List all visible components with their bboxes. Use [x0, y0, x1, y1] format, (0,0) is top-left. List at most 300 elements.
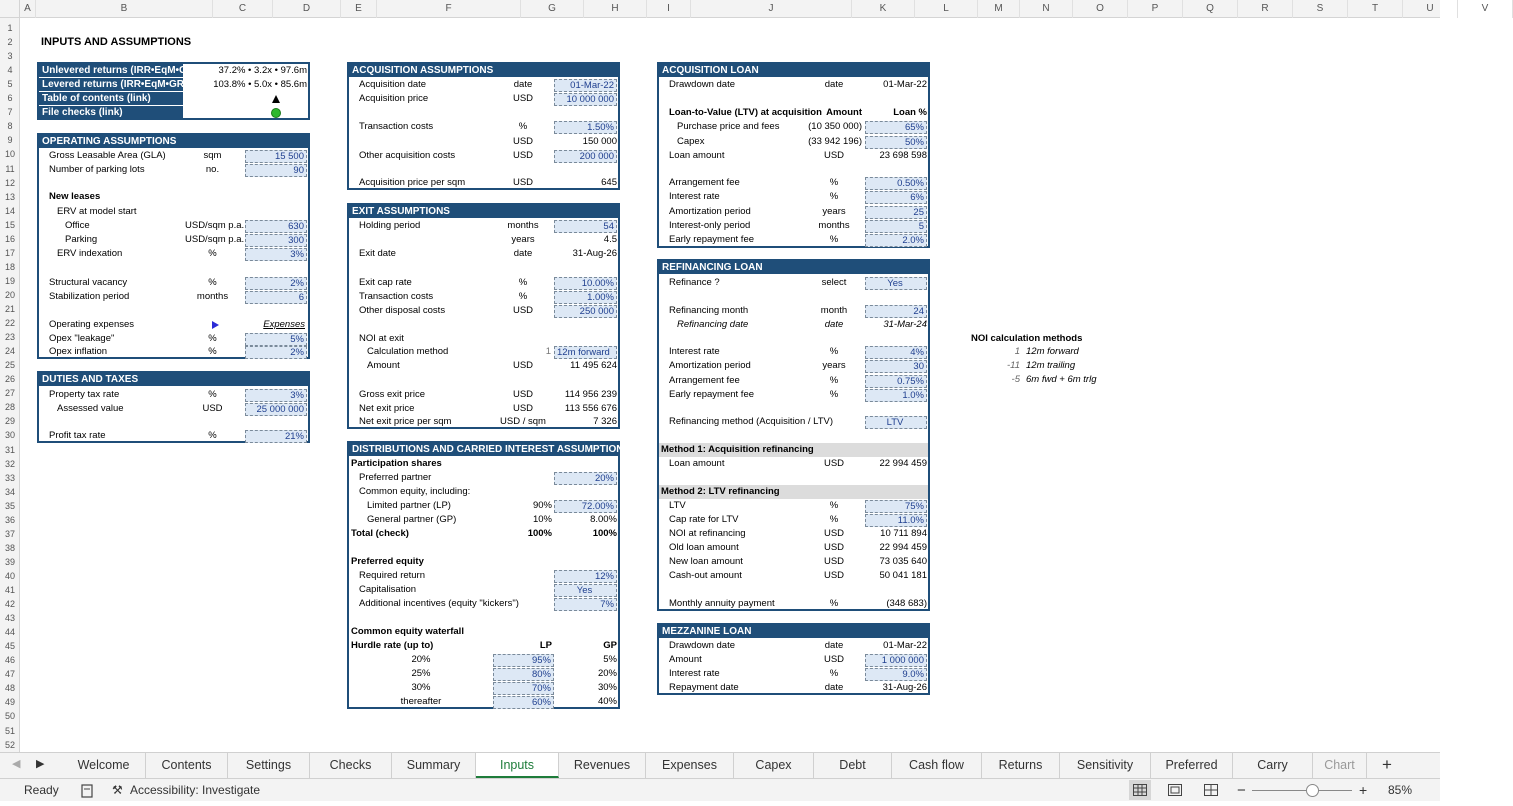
new-loan-value: 73 035 640 — [879, 556, 927, 567]
row-header[interactable]: 11 — [5, 163, 15, 174]
net-exit-price-value: 113 556 676 — [564, 403, 617, 414]
refinancing-method-select[interactable]: LTV — [865, 416, 927, 429]
acquisition-loan-header: ACQUISITION LOAN — [659, 64, 928, 77]
mezz-amount-unit: USD — [823, 654, 845, 665]
refinance-select[interactable]: Yes — [865, 277, 927, 290]
noi-method-index: -11 — [1006, 360, 1020, 371]
tab-chart[interactable]: Chart — [1313, 753, 1367, 778]
method1-loan-value: 22 994 459 — [879, 458, 927, 469]
waterfall-gp-value: 5% — [603, 654, 617, 665]
file-checks-link[interactable]: File checks (link) — [39, 106, 183, 119]
zoom-level[interactable]: 85% — [1388, 783, 1413, 797]
mezz-interest-label: Interest rate — [669, 668, 720, 679]
column-header[interactable]: Q — [1183, 0, 1238, 18]
refi-early-repayment-input[interactable]: 1.0% — [865, 389, 927, 402]
row-header[interactable]: 31 — [4, 444, 15, 455]
cash-out-unit: USD — [823, 570, 845, 581]
other-acquisition-costs-label: Other acquisition costs — [359, 150, 456, 161]
opex-inflation-input[interactable]: 2% — [245, 346, 307, 359]
row-header[interactable]: 44 — [4, 627, 15, 638]
stabilization-input[interactable]: 6 — [245, 291, 307, 304]
noi-methods-title: NOI calculation methods — [971, 333, 1083, 344]
limited-partner-input[interactable]: 72.00% — [554, 500, 617, 513]
column-header[interactable]: U — [1403, 0, 1458, 18]
additional-incentives-input[interactable]: 7% — [554, 598, 617, 611]
column-header[interactable]: G — [521, 0, 584, 18]
row-header[interactable]: 48 — [4, 683, 15, 694]
assessed-value-input[interactable]: 25 000 000 — [245, 403, 307, 416]
office-unit: USD/sqm p.a. — [185, 220, 245, 231]
row-header[interactable]: 52 — [4, 739, 15, 750]
levered-returns-link[interactable]: Levered returns (IRR•EqM•GR) — [39, 78, 183, 91]
row-header[interactable]: 10 — [4, 149, 15, 160]
ltv-input[interactable]: 75% — [865, 500, 927, 513]
refinancing-date-unit: date — [824, 319, 844, 330]
exit-cap-rate-input[interactable]: 10.00% — [554, 277, 617, 290]
sheet-tab-bar — [0, 752, 1440, 778]
macro-record-icon[interactable] — [80, 779, 94, 802]
participation-shares-label: Participation shares — [351, 458, 442, 469]
profit-tax-label: Profit tax rate — [49, 430, 106, 441]
expenses-link[interactable]: Expenses — [263, 319, 305, 330]
column-header[interactable]: D — [273, 0, 341, 18]
refinancing-month-input[interactable]: 24 — [865, 305, 927, 318]
tab-contents[interactable]: Contents — [146, 753, 228, 778]
accessibility-status[interactable]: Accessibility: Investigate — [130, 783, 261, 797]
zoom-in-icon[interactable]: + — [1359, 782, 1368, 798]
row-header[interactable]: 34 — [4, 486, 15, 497]
tab-debt[interactable]: Debt — [814, 753, 892, 778]
transaction-costs-usd-value: 150 000 — [582, 136, 617, 147]
waterfall-lp-input[interactable]: 80% — [493, 668, 554, 681]
row-header[interactable]: 12 — [4, 177, 15, 188]
unlevered-returns-link[interactable]: Unlevered returns (IRR•EqM•GR) — [39, 64, 183, 77]
parking-label: Parking — [65, 234, 98, 245]
hurdle-rate-label: Hurdle rate (up to) — [351, 640, 434, 651]
row-header[interactable]: 29 — [4, 416, 15, 427]
row-header[interactable]: 26 — [4, 374, 15, 385]
limited-partner-label: Limited partner (LP) — [367, 500, 451, 511]
row-header[interactable]: 32 — [4, 458, 15, 469]
drawdown-date-value: 01-Mar-22 — [883, 79, 927, 90]
row-header[interactable]: 33 — [4, 472, 15, 483]
row-header[interactable]: 42 — [4, 599, 15, 610]
common-equity-label: Common equity, including: — [359, 486, 471, 497]
row-header[interactable]: 5 — [7, 79, 13, 90]
transaction-costs-label: Transaction costs — [359, 121, 434, 132]
ltv-acquisition-label: Loan-to-Value (LTV) at acquisition — [669, 107, 822, 118]
noi-amount-label: Amount — [367, 360, 400, 371]
arrangement-fee-input[interactable]: 0.50% — [865, 177, 927, 190]
exit-date-value: 31-Aug-26 — [572, 248, 617, 259]
noi-method-label: 12m forward — [1026, 346, 1079, 357]
calculation-method-label: Calculation method — [367, 346, 449, 357]
interest-only-label: Interest-only period — [669, 220, 751, 231]
tab-returns[interactable]: Returns — [982, 753, 1060, 778]
mezzanine-header: MEZZANINE LOAN — [659, 625, 928, 638]
row-header[interactable]: 35 — [4, 500, 15, 511]
row-header[interactable]: 25 — [4, 360, 15, 371]
tab-settings[interactable]: Settings — [228, 753, 310, 778]
amortization-period-input[interactable]: 25 — [865, 206, 927, 219]
row-header[interactable]: 41 — [4, 585, 15, 595]
row-header[interactable]: 51 — [4, 725, 15, 736]
column-header[interactable]: N — [1020, 0, 1073, 18]
row-header[interactable]: 15 — [4, 219, 15, 230]
gla-label: Gross Leasable Area (GLA) — [49, 150, 166, 161]
drawdown-date-unit: date — [824, 79, 844, 90]
price-per-sqm-value: 645 — [601, 177, 617, 188]
transaction-costs-usd-unit: USD — [512, 136, 534, 147]
column-header[interactable]: I — [647, 0, 691, 18]
refi-interest-rate-input[interactable]: 4% — [865, 346, 927, 359]
other-acquisition-costs-unit: USD — [512, 150, 534, 161]
office-label: Office — [65, 220, 90, 231]
holding-period-years-unit: years — [511, 234, 535, 245]
erv-indexation-unit: % — [208, 248, 217, 259]
refi-amortization-input[interactable]: 30 — [865, 360, 927, 373]
select-all-corner[interactable] — [0, 0, 20, 18]
column-header[interactable]: L — [915, 0, 978, 18]
hurdle-rate-cell: 20% — [411, 654, 431, 665]
prev-sheet-icon[interactable]: ◀ — [12, 758, 21, 770]
column-header[interactable]: M — [978, 0, 1020, 18]
row-header[interactable]: 8 — [7, 121, 13, 132]
stabilization-unit: months — [196, 291, 229, 302]
row-header[interactable]: 50 — [4, 711, 15, 722]
parking-lots-unit: no. — [205, 164, 220, 175]
status-ready: Ready — [24, 783, 59, 797]
refi-early-repayment-label: Early repayment fee — [669, 389, 755, 400]
row-header[interactable]: 7 — [7, 107, 13, 118]
loan-amount-value: 23 698 598 — [879, 150, 927, 161]
noi-at-exit-label: NOI at exit — [359, 333, 404, 344]
property-tax-label: Property tax rate — [49, 389, 120, 400]
row-header[interactable]: 21 — [4, 304, 15, 314]
row-header[interactable]: 22 — [4, 318, 15, 329]
price-per-sqm-label: Acquisition price per sqm — [359, 177, 466, 188]
normal-view-icon[interactable] — [1129, 780, 1151, 800]
holding-period-input[interactable]: 54 — [554, 220, 617, 233]
zoom-out-icon[interactable]: − — [1237, 782, 1246, 799]
mezz-drawdown-label: Drawdown date — [669, 640, 736, 651]
method1-label: Method 1: Acquisition refinancing — [661, 444, 814, 455]
interest-rate-input[interactable]: 6% — [865, 191, 927, 204]
acquisition-price-input[interactable]: 10 000 000 — [554, 93, 617, 106]
noi-amount-unit: USD — [512, 360, 534, 371]
net-exit-price-unit: USD — [512, 403, 534, 414]
row-header[interactable]: 2 — [7, 37, 13, 48]
refi-interest-rate-label: Interest rate — [669, 346, 720, 357]
assessed-value-label: Assessed value — [57, 403, 124, 414]
holding-period-years-value: 4.5 — [603, 234, 617, 245]
old-loan-unit: USD — [823, 542, 845, 553]
waterfall-lp-input[interactable]: 95% — [493, 654, 554, 667]
levered-returns-value: 103.8% • 5.0x • 85.6m — [213, 79, 307, 90]
column-header[interactable]: A — [20, 0, 36, 18]
parking-erv-input[interactable]: 300 — [245, 234, 307, 247]
column-header[interactable]: T — [1348, 0, 1403, 18]
structural-vacancy-label: Structural vacancy — [49, 277, 128, 288]
mezz-repayment-label: Repayment date — [669, 682, 739, 693]
exit-cap-rate-label: Exit cap rate — [359, 277, 412, 288]
zoom-slider-thumb[interactable] — [1306, 784, 1319, 797]
preferred-partner-input[interactable]: 20% — [554, 472, 617, 485]
equity-waterfall-label: Common equity waterfall — [351, 626, 464, 637]
column-header[interactable]: J — [691, 0, 852, 18]
acquisition-date-unit: date — [513, 79, 533, 90]
drawdown-date-label: Drawdown date — [669, 79, 736, 90]
parking-lots-input[interactable]: 90 — [245, 164, 307, 177]
column-header[interactable]: R — [1238, 0, 1293, 18]
structural-vacancy-unit: % — [208, 277, 217, 288]
tab-checks[interactable]: Checks — [310, 753, 392, 778]
row-header[interactable]: 4 — [7, 65, 13, 76]
row-header[interactable]: 17 — [4, 247, 15, 258]
opex-inflation-label: Opex inflation — [49, 346, 108, 357]
row-header[interactable]: 37 — [4, 528, 15, 539]
acquisition-price-unit: USD — [512, 93, 534, 104]
waterfall-gp-header: GP — [603, 640, 617, 651]
row-header[interactable]: 46 — [4, 655, 15, 666]
calculation-method-index: 1 — [545, 346, 551, 357]
row-header[interactable]: 49 — [4, 697, 15, 708]
column-header[interactable]: K — [852, 0, 915, 18]
column-header[interactable]: B — [36, 0, 213, 18]
new-loan-unit: USD — [823, 556, 845, 567]
check-ok-icon[interactable] — [271, 108, 281, 118]
early-repayment-input[interactable]: 2.0% — [865, 234, 927, 247]
row-header[interactable]: 36 — [4, 514, 15, 525]
tab-inputs[interactable]: Inputs — [476, 753, 559, 778]
row-header[interactable]: 14 — [4, 205, 15, 216]
purchase-price-fees-label: Purchase price and fees — [677, 121, 780, 132]
loan-pct-header: Loan % — [893, 107, 927, 118]
tab-preferred[interactable]: Preferred — [1151, 753, 1233, 778]
column-header[interactable]: V — [1458, 0, 1513, 18]
waterfall-gp-value: 30% — [597, 682, 617, 693]
row-header[interactable]: 1 — [7, 23, 13, 33]
acquisition-date-input[interactable]: 01-Mar-22 — [554, 79, 617, 92]
opex-leakage-label: Opex "leakage" — [49, 333, 115, 344]
arrangement-fee-unit: % — [829, 177, 839, 188]
mezz-interest-unit: % — [829, 668, 839, 679]
refinancing-method-label: Refinancing method (Acquisition / LTV) — [669, 416, 834, 427]
early-repayment-label: Early repayment fee — [669, 234, 755, 245]
noi-amount-value: 11 495 624 — [570, 360, 617, 371]
gross-exit-price-value: 114 956 239 — [564, 389, 617, 400]
new-leases-label: New leases — [49, 191, 101, 202]
noi-method-index: -5 — [1011, 374, 1020, 385]
new-loan-label: New loan amount — [669, 556, 743, 567]
waterfall-lp-input[interactable]: 60% — [493, 696, 554, 709]
tab-capex[interactable]: Capex — [734, 753, 814, 778]
refi-arrangement-fee-input[interactable]: 0.75% — [865, 375, 927, 388]
general-partner-pct: 10% — [532, 514, 552, 525]
mezz-drawdown-value: 01-Mar-22 — [883, 640, 927, 651]
old-loan-label: Old loan amount — [669, 542, 739, 553]
opex-leakage-unit: % — [208, 333, 217, 344]
row-header[interactable]: 43 — [4, 613, 15, 624]
gla-unit: sqm — [203, 150, 222, 161]
unlevered-returns-value: 37.2% • 3.2x • 97.6m — [218, 65, 307, 76]
other-disposal-costs-input[interactable]: 250 000 — [554, 305, 617, 318]
monthly-annuity-label: Monthly annuity payment — [669, 598, 775, 609]
transaction-costs-unit: % — [518, 121, 528, 132]
table-of-contents-link[interactable]: Table of contents (link) — [39, 92, 183, 105]
row-header[interactable]: 6 — [7, 93, 13, 104]
cash-out-label: Cash-out amount — [669, 570, 742, 581]
page-layout-icon[interactable] — [1168, 779, 1182, 802]
row-header[interactable]: 9 — [7, 135, 13, 146]
refinance-label: Refinance ? — [669, 277, 720, 288]
price-per-sqm-unit: USD — [512, 177, 534, 188]
row-header[interactable]: 39 — [4, 556, 15, 567]
parking-lots-label: Number of parking lots — [49, 164, 145, 175]
exit-transaction-costs-input[interactable]: 1.00% — [554, 291, 617, 304]
link-arrow-icon[interactable] — [212, 321, 219, 329]
row-header[interactable]: 23 — [4, 332, 15, 343]
capitalisation-select[interactable]: Yes — [554, 584, 617, 597]
other-acquisition-costs-input[interactable]: 200 000 — [554, 150, 617, 163]
up-arrow-icon[interactable] — [272, 95, 280, 103]
mezz-interest-input[interactable]: 9.0% — [865, 668, 927, 681]
refi-amortization-label: Amortization period — [669, 360, 751, 371]
method1-loan-label: Loan amount — [669, 458, 725, 469]
loan-amount-label: Loan amount — [669, 150, 725, 161]
exit-header: EXIT ASSUMPTIONS — [349, 205, 618, 218]
mezz-amount-input[interactable]: 1 000 000 — [865, 654, 927, 667]
exit-date-label: Exit date — [359, 248, 396, 259]
opex-leakage-input[interactable]: 5% — [245, 333, 307, 346]
interest-only-input[interactable]: 5 — [865, 220, 927, 233]
row-header[interactable]: 20 — [4, 289, 15, 300]
gross-exit-price-label: Gross exit price — [359, 389, 425, 400]
next-sheet-icon[interactable]: ▶ — [36, 758, 45, 770]
column-header[interactable]: O — [1073, 0, 1128, 18]
noi-refinancing-unit: USD — [823, 528, 845, 539]
property-tax-unit: % — [208, 389, 217, 400]
waterfall-gp-value: 40% — [597, 696, 617, 707]
row-header[interactable]: 3 — [7, 51, 13, 62]
opex-inflation-unit: % — [208, 346, 217, 357]
page-break-icon[interactable] — [1204, 779, 1218, 802]
column-header[interactable]: P — [1128, 0, 1183, 18]
refi-early-repayment-unit: % — [829, 389, 839, 400]
structural-vacancy-input[interactable]: 2% — [245, 277, 307, 290]
calculation-method-select[interactable]: 12m forward — [554, 346, 617, 359]
parking-unit: USD/sqm p.a. — [185, 234, 245, 245]
waterfall-gp-value: 20% — [597, 668, 617, 679]
row-header[interactable]: 16 — [4, 233, 15, 244]
total-check-pct: 100% — [527, 528, 552, 539]
tab-carry[interactable]: Carry — [1233, 753, 1313, 778]
purchase-price-fees-amount: (10 350 000) — [808, 121, 862, 132]
gla-input[interactable]: 15 500 — [245, 150, 307, 163]
capex-amount: (33 942 196) — [808, 136, 862, 147]
row-header[interactable]: 24 — [4, 346, 15, 357]
net-exit-price-sqm-label: Net exit price per sqm — [359, 416, 452, 427]
ltv-label: LTV — [669, 500, 686, 511]
other-disposal-costs-unit: USD — [512, 305, 534, 316]
row-header[interactable]: 28 — [4, 402, 15, 413]
row-header[interactable]: 13 — [4, 191, 15, 202]
gross-exit-price-unit: USD — [512, 389, 534, 400]
mezz-repayment-value: 31-Aug-26 — [882, 682, 927, 693]
row-header[interactable]: 40 — [4, 570, 15, 581]
cash-out-value: 50 041 181 — [879, 570, 927, 581]
cap-rate-ltv-unit: % — [829, 514, 839, 525]
interest-only-unit: months — [818, 220, 850, 231]
row-header[interactable]: 38 — [4, 542, 15, 553]
net-exit-price-label: Net exit price — [359, 403, 415, 414]
column-header[interactable]: E — [341, 0, 377, 18]
column-header[interactable]: H — [584, 0, 647, 18]
exit-cap-rate-unit: % — [518, 277, 528, 288]
transaction-costs-input[interactable]: 1.50% — [554, 121, 617, 134]
duties-header: DUTIES AND TAXES — [39, 373, 308, 386]
capitalisation-label: Capitalisation — [359, 584, 417, 595]
tab-cash-flow[interactable]: Cash flow — [892, 753, 982, 778]
row-header[interactable]: 27 — [4, 388, 15, 399]
waterfall-lp-input[interactable]: 70% — [493, 682, 554, 695]
profit-tax-input[interactable]: 21% — [245, 430, 307, 443]
column-headers[interactable] — [0, 0, 1489, 18]
hurdle-rate-cell: thereafter — [400, 696, 442, 707]
tab-welcome[interactable]: Welcome — [62, 753, 146, 778]
mezz-drawdown-unit: date — [824, 640, 844, 651]
purchase-price-ltv-input[interactable]: 65% — [865, 121, 927, 134]
noi-refinancing-label: NOI at refinancing — [669, 528, 746, 539]
row-header[interactable]: 18 — [4, 261, 15, 272]
column-header[interactable]: S — [1293, 0, 1348, 18]
opex-label: Operating expenses — [49, 319, 135, 330]
erv-indexation-input[interactable]: 3% — [245, 248, 307, 261]
early-repayment-unit: % — [829, 234, 839, 245]
refi-amortization-unit: years — [822, 360, 846, 371]
column-header[interactable]: C — [213, 0, 273, 18]
tab-revenues[interactable]: Revenues — [559, 753, 646, 778]
cap-rate-ltv-label: Cap rate for LTV — [669, 514, 739, 525]
add-sheet-icon[interactable]: + — [1382, 755, 1392, 774]
zoom-slider[interactable] — [1252, 790, 1352, 791]
distributions-header: DISTRIBUTIONS AND CARRIED INTEREST ASSUMPTIONS — [349, 443, 618, 456]
accessibility-icon[interactable]: ⚒ — [112, 783, 123, 797]
refinance-unit: select — [821, 277, 847, 288]
row-header[interactable]: 30 — [4, 430, 15, 441]
tab-expenses[interactable]: Expenses — [646, 753, 734, 778]
row-header[interactable]: 47 — [4, 669, 15, 680]
noi-method-label: 12m trailing — [1026, 360, 1076, 371]
column-header[interactable]: F — [377, 0, 521, 18]
tab-summary[interactable]: Summary — [392, 753, 476, 778]
office-erv-input[interactable]: 630 — [245, 220, 307, 233]
cap-rate-ltv-input[interactable]: 11.0% — [865, 514, 927, 527]
row-header[interactable]: 19 — [4, 275, 15, 286]
additional-incentives-label: Additional incentives (equity "kickers") — [359, 598, 519, 609]
operating-header: OPERATING ASSUMPTIONS — [39, 135, 308, 148]
interest-rate-label: Interest rate — [669, 191, 720, 202]
preferred-partner-label: Preferred partner — [359, 472, 432, 483]
capex-ltv-input[interactable]: 50% — [865, 136, 927, 149]
tab-sensitivity[interactable]: Sensitivity — [1060, 753, 1151, 778]
total-check-label: Total (check) — [351, 528, 409, 539]
row-header[interactable]: 45 — [4, 641, 15, 652]
required-return-input[interactable]: 12% — [554, 570, 617, 583]
row-headers[interactable] — [0, 18, 20, 752]
property-tax-input[interactable]: 3% — [245, 389, 307, 402]
refinancing-date-value: 31-Mar-24 — [883, 319, 927, 330]
